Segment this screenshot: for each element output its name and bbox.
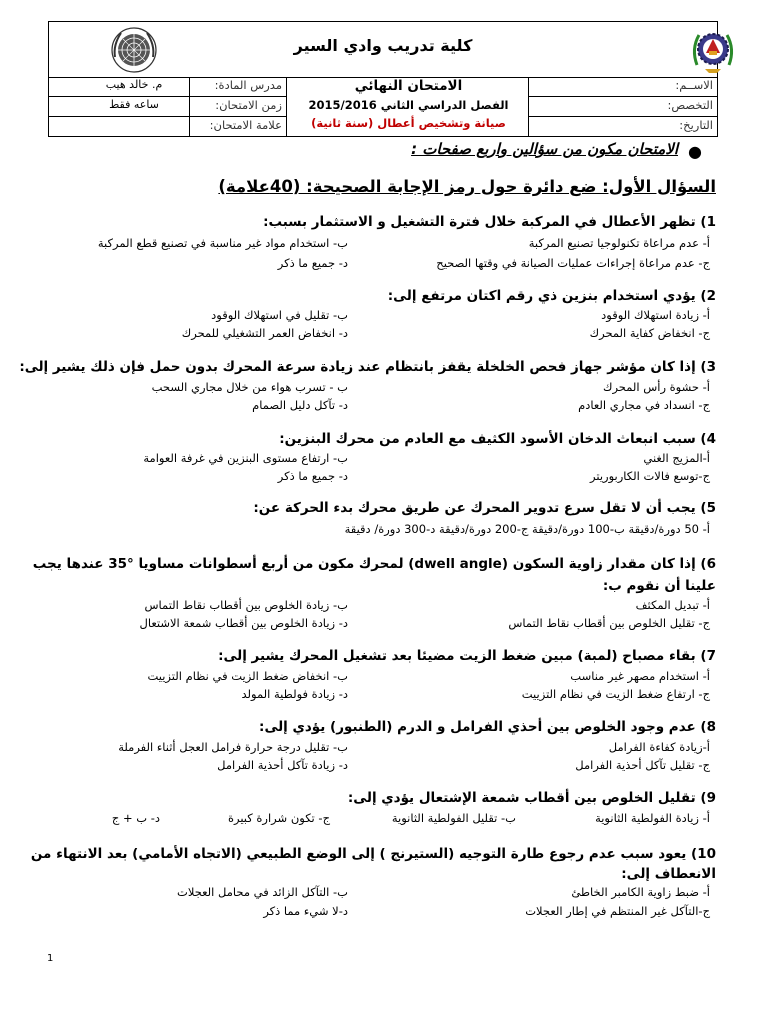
- q2-option-d: د- انخفاض العمر التشغيلي للمحرك: [181, 326, 348, 340]
- question-6-continued: علينا أن نقوم ب:: [602, 578, 716, 594]
- q2-option-a: أ- زيادة استهلاك الوقود: [601, 308, 710, 322]
- q3-option-a: أ- حشوة رأس المحرك: [602, 380, 710, 394]
- question-8: 8) عدم وجود الخلوص بين أحذي الفرامل و الدرم (الطنبور) يؤدي إلى:: [259, 719, 716, 735]
- q1-option-a: أ- عدم مراعاة تكنولوجيا تصنيع المركبة: [528, 236, 710, 250]
- q9-option-a: أ- زيادة الفولطية الثانوية: [595, 811, 710, 825]
- q8-option-c: ج- تقليل تآكل أحذية الفرامل: [575, 758, 710, 772]
- college-gear-logo: [689, 25, 737, 75]
- q6-option-a: أ- تبديل المكثف: [635, 598, 710, 612]
- course-name: صيانة وتشخيص أعطال (سنة ثانية): [311, 116, 506, 130]
- college-name: كلية تدريب وادي السير: [293, 36, 473, 55]
- header-title-row: [49, 22, 717, 78]
- q10-option-c: ج-التآكل غير المنتظم في إطار العجلات: [525, 904, 710, 918]
- exam-header: [48, 21, 718, 137]
- q4-option-d: د- جميع ما ذكر: [277, 469, 348, 483]
- q1-option-b: ب- استخدام مواد غير مناسبة في تصنيع قطع المركبة: [97, 236, 348, 250]
- q8-option-d: د- زيادة تآكل أحذية الفرامل: [217, 758, 348, 772]
- specialty-row: [529, 97, 717, 117]
- q3-option-c: ج- انسداد في مجاري العادم: [578, 398, 710, 412]
- exam-title: الامتحان النهائي: [354, 78, 463, 94]
- q10-option-b: ب- التآكل الزائد في محامل العجلات: [177, 885, 348, 899]
- teacher-row: [49, 77, 286, 97]
- q1-option-c: ج- عدم مراعاة إجراءات عمليات الصيانة في وقتها الصحيح: [436, 256, 710, 270]
- q7-option-d: د- زيادة فولطية المولد: [241, 687, 348, 701]
- duration-value: ساعه فقط: [109, 98, 159, 111]
- mark-row: [49, 117, 286, 137]
- page-number: 1: [47, 953, 54, 964]
- q7-option-b: ب- انخفاض ضغط الزيت في نظام التزييت: [147, 669, 348, 683]
- duration-row: [49, 97, 286, 117]
- student-info-column: [528, 77, 717, 137]
- q9-option-d: د- ب + ج: [111, 811, 160, 825]
- name-row: [529, 77, 717, 97]
- teacher-info-column: [49, 77, 286, 137]
- semester-text: الفصل الدراسي الثاني 2015/2016: [308, 98, 509, 112]
- q7-option-c: ج- ارتفاع ضغط الزيت في نظام التزييت: [521, 687, 710, 701]
- q4-option-b: ب- ارتفاع مستوى البنزين في غرفة العوامة: [143, 451, 348, 465]
- date-row: [529, 117, 717, 137]
- question-4: 4) سبب انبعاث الدخان الأسود الكثيف مع العادم من محرك البنزين:: [279, 431, 716, 447]
- q3-option-b: ب - تسرب هواء من خلال مجاري السحب: [151, 380, 348, 394]
- teacher-label: مدرس المادة:: [214, 78, 282, 92]
- specialty-label: التخصص:: [667, 98, 713, 112]
- q10-option-a: أ- ضبط زاوية الكامبر الخاطئ: [571, 885, 710, 899]
- q8-option-a: أ-زيادة كفاءة الفرامل: [608, 740, 710, 754]
- question-10: 10) يعود سبب عدم رجوع طارة التوجيه (الستيرنج ) إلى الوضع الطبيعي (الاتجاه الأمامي) بعد الانتهاء من: [30, 846, 716, 862]
- q4-option-a: أ-المزيج الغني: [643, 451, 710, 465]
- q4-option-c: ج-توسع فالات الكاربوريتر: [590, 469, 710, 483]
- q7-option-a: أ- استخدام مصهر غير مناسب: [570, 669, 710, 683]
- bullet-icon: ●: [688, 142, 702, 161]
- section-title: السؤال الأول: ضع دائرة حول رمز الإجابة الصحيحة: (40علامة): [218, 177, 716, 196]
- q6-option-d: د- زيادة الخلوص بين أقطاب شمعة الاشتعال: [139, 616, 348, 630]
- mark-label: علامة الامتحان:: [209, 118, 282, 132]
- q6-option-c: ج- تقليل الخلوص بين أقطاب نقاط التماس: [508, 616, 710, 630]
- question-7: 7) بقاء مصباح (لمبة) مبين ضغط الزيت مضيئا بعد تشغيل المحرك يشير إلى:: [218, 648, 716, 664]
- question-5: 5) يجب أن لا تقل سرع تدوير المحرك عن طريق محرك بدء الحركة عن:: [253, 500, 716, 516]
- question-2: 2) يؤدي استخدام بنزين ذي رقم اكتان مرتفع إلى:: [387, 288, 716, 304]
- question-9: 9) تقليل الخلوص بين أقطاب شمعة الإشتعال يؤدي إلى:: [347, 790, 716, 806]
- q2-option-b: ب- تقليل في استهلاك الوقود: [211, 308, 348, 322]
- exam-info-column: [286, 77, 530, 137]
- duration-label: زمن الامتحان:: [215, 98, 282, 112]
- teacher-value: م. خالد هيب: [105, 78, 163, 91]
- q8-option-b: ب- تقليل درجة حرارة فرامل العجل أثناء الفرملة: [118, 740, 348, 754]
- header-info-rows: [49, 77, 717, 137]
- question-10-continued: الانعطاف إلى:: [621, 866, 716, 882]
- question-6: 6) إذا كان مقدار زاوية السكون (dwell angle) لمحرك مكون من أربع أسطوانات مساويا °35 عندها يجب: [32, 556, 716, 572]
- q5-options: أ- 50 دورة/دقيقة ب-100 دورة/دقيقة ج-200 دورة/دقيقة د-300 دورة/ دقيقة: [344, 522, 710, 536]
- name-label: الاســم:: [675, 78, 713, 92]
- q1-option-d: د- جميع ما ذكر: [277, 256, 348, 270]
- exam-intro: الامتحان مكون من سؤالين واربع صفحات :: [411, 140, 678, 158]
- q9-option-b: ب- تقليل الفولطية الثانوية: [391, 811, 516, 825]
- q6-option-b: ب- زيادة الخلوص بين أقطاب نقاط التماس: [144, 598, 348, 612]
- question-3: 3) إذا كان مؤشر جهاز فحص الخلخلة يقفز بانتظام عند زيادة سرعة المحرك بدون حمل فإن ذلك يشير إلى:: [19, 359, 716, 375]
- question-1: 1) تظهر الأعطال في المركبة خلال فترة التشغيل و الاستثمار بسبب:: [263, 214, 716, 230]
- q3-option-d: د- تآكل دليل الصمام: [252, 398, 348, 412]
- q9-option-c: ج- تكون شرارة كبيرة: [227, 811, 330, 825]
- date-label: التاريخ:: [679, 118, 713, 132]
- q10-option-d: د-لا شيء مما ذكر: [263, 904, 348, 918]
- q2-option-c: ج- انخفاض كفاية المحرك: [589, 326, 710, 340]
